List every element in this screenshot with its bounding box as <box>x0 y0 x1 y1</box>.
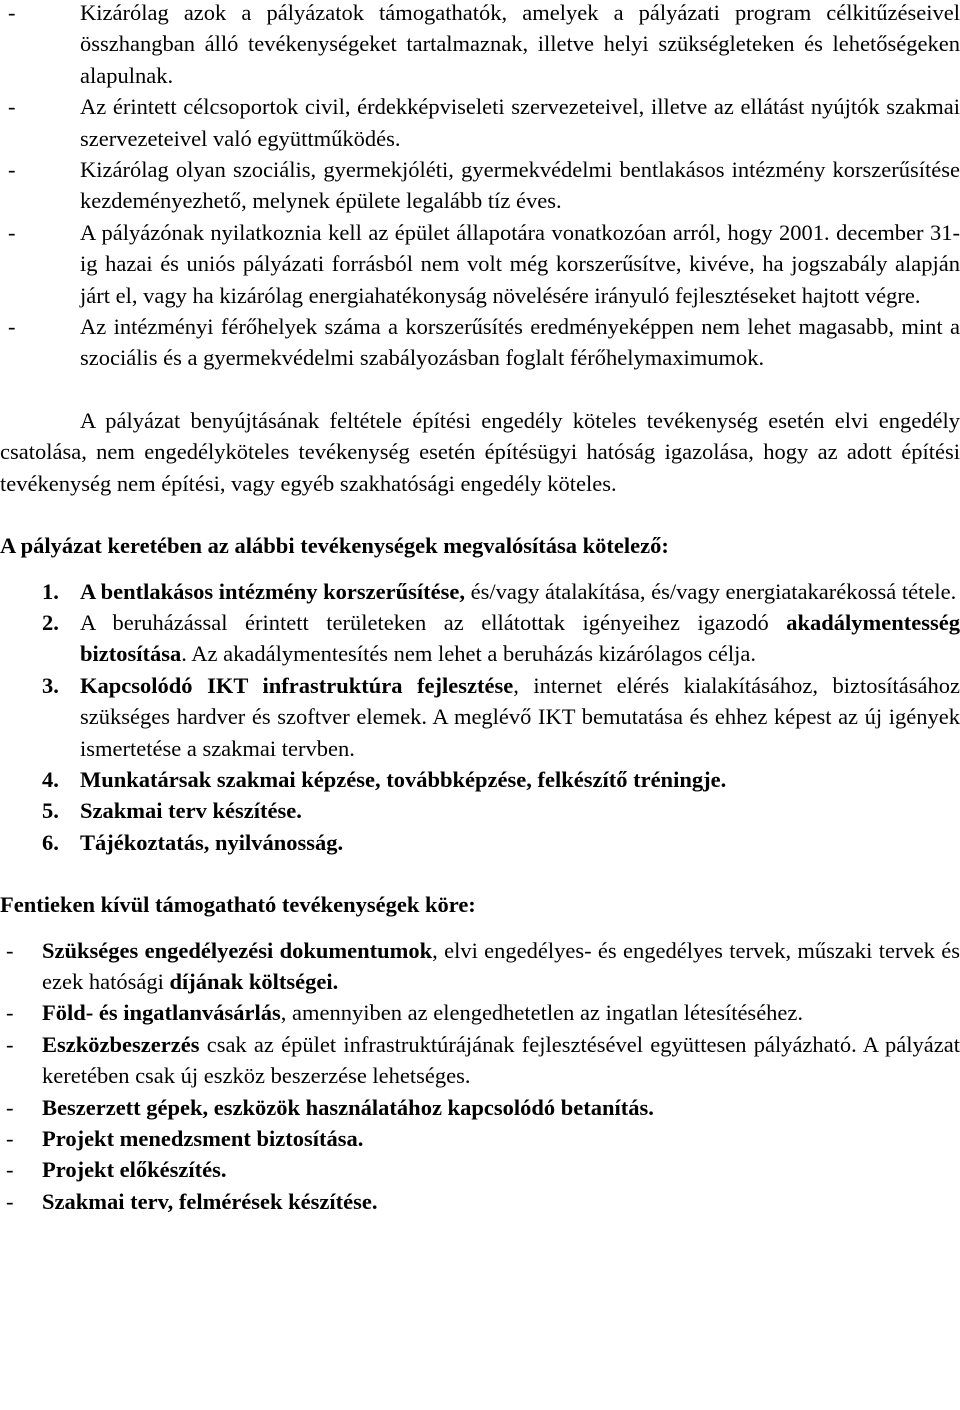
numbered-item <box>0 670 960 764</box>
numbered-item <box>0 576 960 607</box>
item-bold-text: díjának költségei. <box>169 968 339 994</box>
item-bold-text: Szakmai terv, felmérések készítése. <box>42 1188 378 1214</box>
item-bold-text: A bentlakásos intézmény korszerűsítése, <box>80 578 465 604</box>
mandatory-heading: A pályázat keretében az alábbi tevékenységek megvalósítása kötelező: <box>0 533 669 559</box>
dash-bullet: - <box>8 314 16 340</box>
list-item <box>0 154 960 217</box>
list-item-text: Kizárólag azok a pályázatok támogathatók, amelyek a pályázati program célkitűzéseivel összhangban álló tevékenységeket tartalmaznak, illetve helyi szükségleteken és lehetőségeken alapulnak. <box>80 0 960 88</box>
list-item <box>0 311 960 374</box>
list-item <box>0 1123 960 1154</box>
dash-bullet: - <box>6 1126 14 1151</box>
numbered-item <box>0 827 960 858</box>
item-text: . Az akadálymentesítés nem lehet a beruházás kizárólagos célja. <box>181 641 756 667</box>
list-item <box>0 0 960 91</box>
list-item-text: Az intézményi férőhelyek száma a korszerűsítés eredményeképpen nem lehet magasabb, mint a szociális és a gyermekvédelmi szabályozásban foglalt férőhelymaximumok. <box>80 314 960 371</box>
dash-bullet: - <box>8 94 16 120</box>
item-number: 2. <box>42 609 59 635</box>
list-item-text: A pályázónak nyilatkoznia kell az épület állapotára vonatkozóan arról, hogy 2001. december 31-ig hazai és uniós pályázati forrásból nem volt még korszerűsítve, kivéve, ha jogszabály alapján járt el, vagy ha kizárólag energiahatékonyság növelésére irányuló fejlesztéseket hajtott végre. <box>80 219 960 308</box>
item-bold-text: Beszerzett gépek, eszközök használatához kapcsolódó betanítás. <box>42 1094 654 1120</box>
dash-bullet: - <box>6 1031 14 1057</box>
item-bold-text: Eszközbeszerzés <box>42 1031 200 1057</box>
item-bold-text: Szükséges engedélyezési dokumentumok <box>42 937 433 963</box>
item-text: , internet elérés kialakításához, biztosításához szükséges hardver és szoftver elemek. A meglévő IKT bemutatása és ehhez képest az új igények ismertetése a szakmai tervben. <box>80 672 960 761</box>
item-bold-text: Projekt előkészítés. <box>42 1157 227 1183</box>
dash-bullet: - <box>6 1094 14 1120</box>
list-item-text: Az érintett célcsoportok civil, érdekképviseleti szervezeteivel, illetve az ellátást nyújtók szakmai szervezeteivel való együttműködés. <box>80 94 960 151</box>
item-bold-text: Projekt menedzsment biztosítása. <box>42 1126 364 1151</box>
optional-list <box>0 935 960 1218</box>
dash-bullet: - <box>6 1188 14 1214</box>
numbered-item <box>0 764 960 795</box>
condition-paragraph: A pályázat benyújtásának feltétele építési engedély köteles tevékenység esetén elvi engedély csatolása, nem engedélyköteles tevékenység esetén építésügyi hatóság igazolása, hogy az adott építési tevékenység nem építési, vagy egyéb szakhatósági engedély köteles. <box>0 407 960 496</box>
item-bold-text: Föld- és ingatlanvásárlás <box>42 1000 281 1026</box>
item-text: , elvi engedélyes- és engedélyes tervek, műszaki tervek és ezek hatósági <box>42 937 960 994</box>
dash-bullet: - <box>6 1000 14 1026</box>
mandatory-list <box>0 576 960 859</box>
list-item <box>0 91 960 154</box>
dash-bullet: - <box>8 157 16 183</box>
item-text: , amennyiben az elengedhetetlen az ingatlan létesítéséhez. <box>280 1000 804 1026</box>
item-number: 3. <box>42 672 59 698</box>
list-item <box>0 1186 960 1217</box>
item-text: és/vagy átalakítása, és/vagy energiatakarékossá tétele. <box>464 578 957 604</box>
item-bold-text: Munkatársak szakmai képzése, továbbképzése, felkészítő tréningje. <box>80 766 727 792</box>
item-bold-text: Kapcsolódó IKT infrastruktúra fejlesztése <box>80 672 514 698</box>
item-bold-text: akadálymentesség biztosítása <box>80 609 960 667</box>
list-item <box>0 1154 960 1185</box>
list-item <box>0 1092 960 1123</box>
item-text: csak az épület infrastruktúrájának fejlesztésével együttesen pályázható. A pályázat keretében csak új eszköz beszerzése lehetséges. <box>42 1031 960 1089</box>
item-number: 6. <box>42 829 59 855</box>
dash-bullet: - <box>6 937 14 963</box>
list-item <box>0 217 960 311</box>
item-bold-text: Szakmai terv készítése. <box>80 798 302 824</box>
item-number: 1. <box>42 578 59 604</box>
list-item-text: Kizárólag olyan szociális, gyermekjóléti, gyermekvédelmi bentlakásos intézmény korszerűsítése kezdeményezhető, melynek épülete legalább tíz éves. <box>80 157 960 214</box>
list-item <box>0 935 960 998</box>
list-item <box>0 1029 960 1092</box>
item-number: 4. <box>42 766 59 792</box>
dash-bullet: - <box>8 219 16 245</box>
numbered-item <box>0 795 960 826</box>
criteria-list <box>0 0 960 374</box>
dash-bullet: - <box>8 0 16 25</box>
item-number: 5. <box>42 798 59 824</box>
list-item <box>0 997 960 1028</box>
optional-heading: Fentieken kívül támogatható tevékenységek köre: <box>0 892 476 918</box>
numbered-item <box>0 607 960 670</box>
dash-bullet: - <box>6 1157 14 1183</box>
item-bold-text: Tájékoztatás, nyilvánosság. <box>80 829 344 855</box>
item-text: A beruházással érintett területeken az ellátottak igényeihez igazodó <box>80 609 787 635</box>
